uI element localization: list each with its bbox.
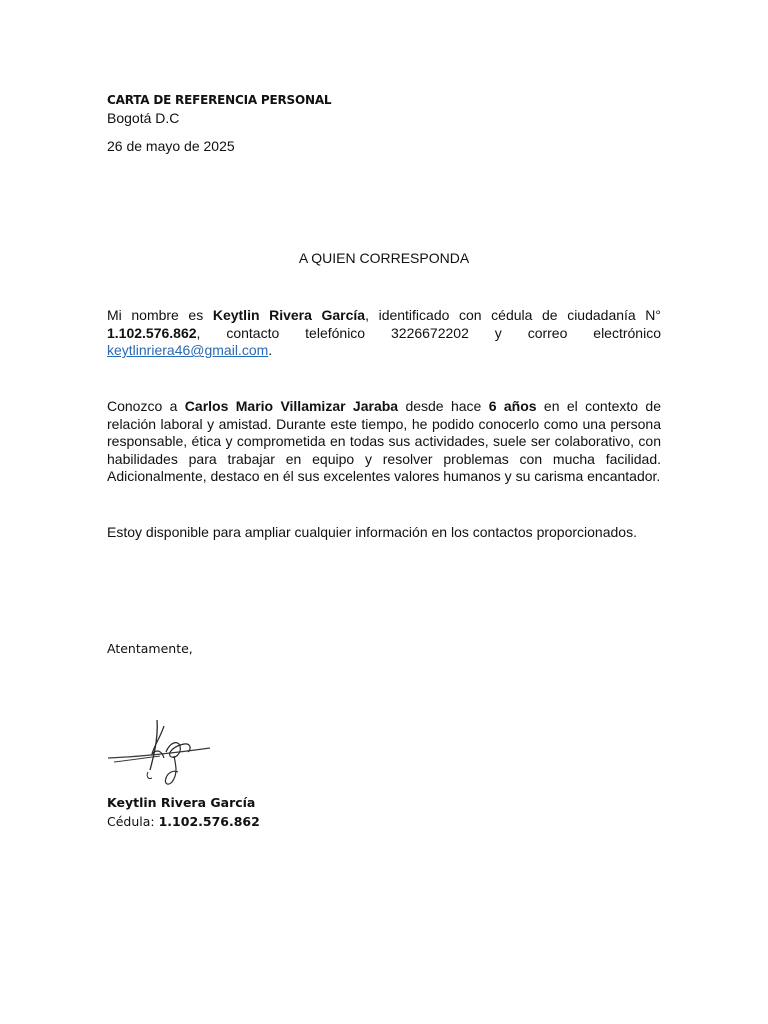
intro-text-3: , contacto telefónico 3226672202 y correo electrónico <box>196 324 661 341</box>
availability-text: Estoy disponible para ampliar cualquier información en los contactos proporcionados. <box>107 524 637 540</box>
signer-id-number: 1.102.576.862 <box>158 814 260 829</box>
writer-name: Keytlin Rivera García <box>212 307 366 323</box>
signature-image <box>104 712 216 792</box>
date: 26 de mayo de 2025 <box>107 138 235 154</box>
city: Bogotá D.C <box>107 110 180 126</box>
intro-text-4: . <box>268 342 273 359</box>
writer-id-number: 1.102.576.862 <box>107 324 197 341</box>
closing: Atentamente, <box>107 641 193 656</box>
referenced-person: Carlos Mario Villamizar Jaraba <box>184 398 399 414</box>
intro-text-2: , identificado con cédula de ciudadanía N° <box>365 307 661 323</box>
years-known: 6 años <box>488 398 537 414</box>
signer-name: Keytlin Rivera García <box>107 795 256 810</box>
signer-id-line <box>107 814 260 829</box>
letter-title: CARTA DE REFERENCIA PERSONAL <box>107 93 332 107</box>
body-text-1: Conozco a <box>107 398 178 414</box>
salutation: A QUIEN CORRESPONDA <box>298 250 470 266</box>
body-paragraph <box>107 398 661 486</box>
intro-paragraph <box>107 307 661 360</box>
email-link[interactable]: keytlinriera46@gmail.com <box>107 342 269 359</box>
id-label: Cédula: <box>107 814 155 829</box>
body-text-3: en el contexto de relación laboral y amistad. Durante este tiempo, he podido conocerlo como una persona responsable, ética y comprometida en todas sus actividades, suele ser colaborativo, con habilidades para trabajar en equipo y resolver problemas con mucha facilidad. Adicionalmente, destaco en él sus excelentes valores humanos y su carisma encantador. <box>107 398 661 485</box>
intro-text-1: Mi nombre es <box>107 307 204 323</box>
body-text-2: desde hace <box>405 398 482 414</box>
